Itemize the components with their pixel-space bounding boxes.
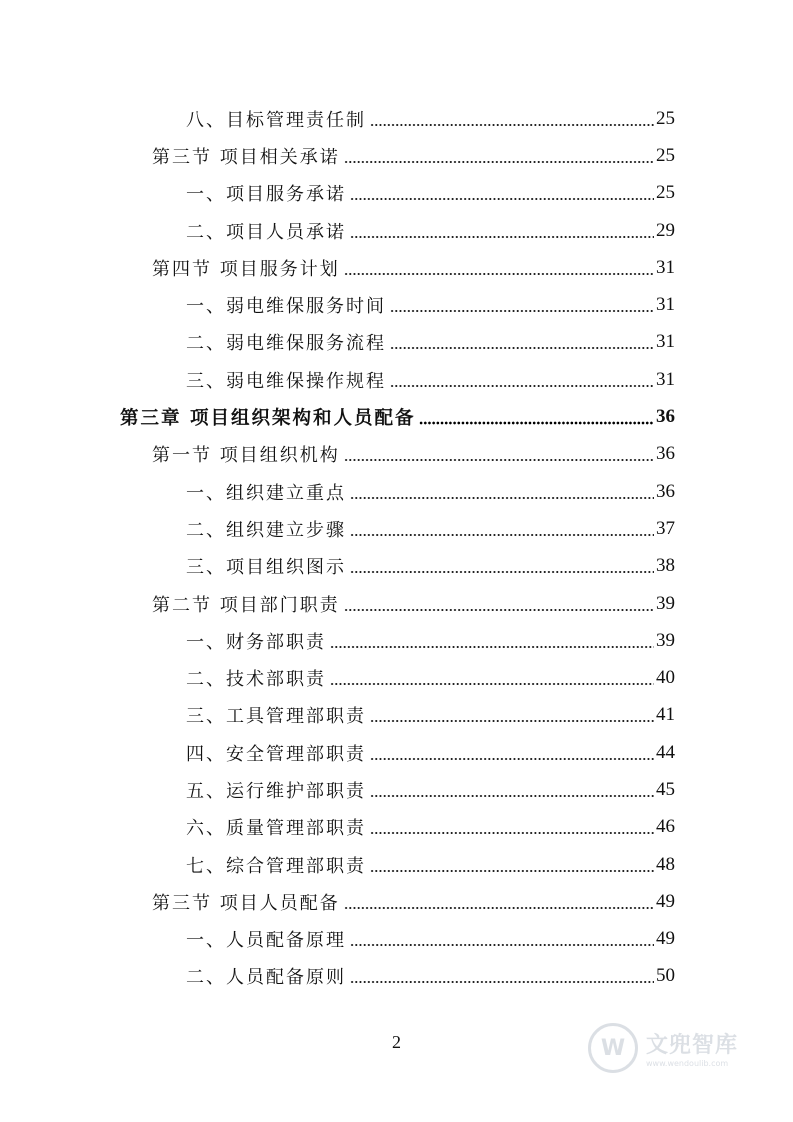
page-number: 2	[392, 1032, 401, 1052]
toc-entry-label: 六、质量管理部职责	[186, 818, 366, 840]
toc-entry-page: 36	[656, 406, 675, 428]
toc-entry-label: 第三章 项目组织架构和人员配备	[120, 408, 416, 430]
toc-leader-dots	[344, 595, 654, 613]
toc-entry[interactable]	[0, 436, 793, 473]
toc-entry[interactable]	[0, 585, 793, 622]
toc-entry-label: 二、组织建立步骤	[186, 519, 346, 541]
toc-entry-page: 50	[656, 965, 675, 987]
toc-leader-dots	[344, 893, 654, 911]
toc-entry-page: 36	[656, 443, 675, 465]
toc-leader-dots	[419, 408, 654, 426]
toc-entry-label: 第四节 项目服务计划	[152, 258, 340, 280]
toc-entry-page: 29	[656, 219, 675, 241]
toc-entry[interactable]	[0, 398, 793, 435]
toc-entry-page: 39	[656, 592, 675, 614]
toc-leader-dots	[370, 818, 654, 836]
toc-leader-dots	[350, 557, 654, 575]
toc-entry-page: 31	[656, 331, 675, 353]
toc-leader-dots	[350, 930, 654, 948]
toc-entry-page: 25	[656, 182, 675, 204]
toc-entry-label: 一、人员配备原理	[186, 930, 346, 952]
toc-entry-label: 二、项目人员承诺	[186, 221, 346, 243]
watermark-text	[646, 1028, 738, 1068]
watermark-logo-icon: W	[588, 1023, 638, 1073]
toc-entry-page: 39	[656, 629, 675, 651]
toc-leader-dots	[370, 706, 654, 724]
toc-leader-dots	[390, 296, 654, 314]
toc-leader-dots	[350, 520, 654, 538]
toc-entry-page: 49	[656, 890, 675, 912]
toc-entry-label: 二、技术部职责	[186, 669, 326, 691]
toc-entry[interactable]	[0, 175, 793, 212]
toc-entry[interactable]	[0, 286, 793, 323]
toc-entry-label: 三、工具管理部职责	[186, 706, 366, 728]
table-of-contents	[0, 100, 793, 995]
toc-entry-page: 36	[656, 480, 675, 502]
toc-entry[interactable]	[0, 510, 793, 547]
toc-leader-dots	[370, 744, 654, 762]
toc-entry-label: 一、财务部职责	[186, 631, 326, 653]
toc-entry-label: 一、组织建立重点	[186, 482, 346, 504]
toc-entry-page: 48	[656, 853, 675, 875]
toc-entry[interactable]	[0, 734, 793, 771]
toc-entry-label: 一、项目服务承诺	[186, 184, 346, 206]
toc-entry[interactable]	[0, 697, 793, 734]
watermark-url: www.wendoulib.com	[646, 1059, 729, 1068]
toc-entry-page: 31	[656, 368, 675, 390]
toc-leader-dots	[344, 259, 654, 277]
toc-entry-page: 31	[656, 256, 675, 278]
toc-leader-dots	[350, 222, 654, 240]
watermark-name: 文兜智库	[646, 1033, 739, 1058]
toc-entry[interactable]	[0, 137, 793, 174]
toc-entry[interactable]	[0, 473, 793, 510]
toc-entry-page: 40	[656, 667, 675, 689]
toc-entry-label: 第三节 项目相关承诺	[152, 146, 340, 168]
watermark	[588, 1020, 758, 1076]
toc-leader-dots	[350, 967, 654, 985]
toc-entry[interactable]	[0, 958, 793, 995]
toc-entry-label: 五、运行维护部职责	[186, 780, 366, 802]
toc-entry[interactable]	[0, 659, 793, 696]
toc-entry[interactable]	[0, 548, 793, 585]
toc-entry-label: 二、人员配备原则	[186, 967, 346, 989]
toc-leader-dots	[390, 333, 654, 351]
toc-leader-dots	[370, 856, 654, 874]
toc-leader-dots	[370, 110, 654, 128]
toc-entry[interactable]	[0, 883, 793, 920]
toc-entry[interactable]	[0, 100, 793, 137]
toc-entry-label: 四、安全管理部职责	[186, 743, 366, 765]
toc-entry-page: 38	[656, 555, 675, 577]
toc-entry-page: 45	[656, 778, 675, 800]
toc-entry[interactable]	[0, 846, 793, 883]
toc-entry[interactable]	[0, 622, 793, 659]
toc-entry[interactable]	[0, 809, 793, 846]
toc-entry-label: 第二节 项目部门职责	[152, 594, 340, 616]
toc-entry-page: 31	[656, 294, 675, 316]
toc-entry-page: 44	[656, 741, 675, 763]
toc-leader-dots	[330, 632, 654, 650]
toc-entry-label: 第三节 项目人员配备	[152, 892, 340, 914]
toc-leader-dots	[350, 483, 654, 501]
toc-leader-dots	[330, 669, 654, 687]
toc-entry[interactable]	[0, 771, 793, 808]
toc-entry-page: 41	[656, 704, 675, 726]
toc-entry-page: 46	[656, 816, 675, 838]
toc-entry[interactable]	[0, 249, 793, 286]
toc-entry-label: 三、弱电维保操作规程	[186, 370, 386, 392]
toc-leader-dots	[390, 371, 654, 389]
toc-leader-dots	[344, 445, 654, 463]
toc-entry-label: 第一节 项目组织机构	[152, 445, 340, 467]
toc-entry-label: 三、项目组织图示	[186, 557, 346, 579]
toc-entry-page: 25	[656, 107, 675, 129]
toc-entry-label: 七、综合管理部职责	[186, 855, 366, 877]
toc-entry[interactable]	[0, 921, 793, 958]
toc-entry[interactable]	[0, 212, 793, 249]
toc-entry[interactable]	[0, 324, 793, 361]
toc-entry-page: 49	[656, 928, 675, 950]
toc-entry-page: 25	[656, 144, 675, 166]
toc-entry-label: 二、弱电维保服务流程	[186, 333, 386, 355]
toc-entry-label: 八、目标管理责任制	[186, 109, 366, 131]
toc-entry[interactable]	[0, 361, 793, 398]
toc-entry-page: 37	[656, 517, 675, 539]
toc-leader-dots	[344, 147, 654, 165]
toc-leader-dots	[350, 184, 654, 202]
toc-leader-dots	[370, 781, 654, 799]
toc-entry-label: 一、弱电维保服务时间	[186, 296, 386, 318]
